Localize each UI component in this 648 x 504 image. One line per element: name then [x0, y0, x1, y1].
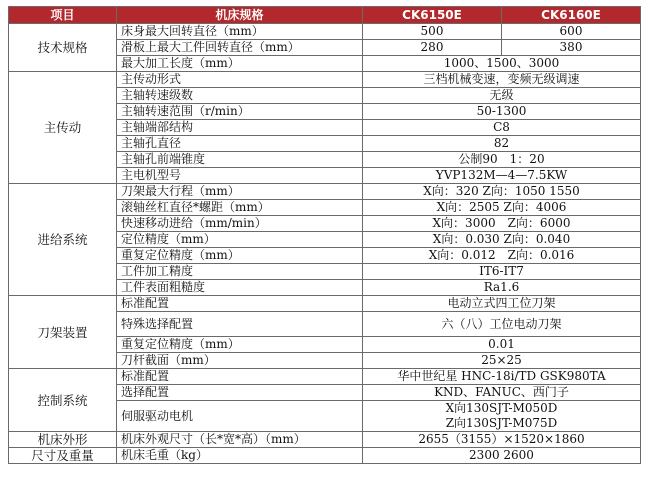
- spec-item-cell: 主轴孔直径: [117, 136, 363, 152]
- model-a-value-cell: 500: [363, 24, 502, 40]
- spec-item-cell: 标准配置: [117, 369, 363, 385]
- table-row: [9, 296, 641, 312]
- spec-item-cell: 最大加工长度（mm）: [117, 56, 363, 72]
- shared-value-cell: 华中世纪星 HNC-18i/TD GSK980TA: [363, 369, 641, 385]
- spec-item-cell: 伺服驱动电机: [117, 401, 363, 432]
- spec-item-cell: 工件表面粗糙度: [117, 280, 363, 296]
- shared-value-cell: 82: [363, 136, 641, 152]
- table-row: [9, 369, 641, 385]
- spec-item-cell: 快速移动进给（mm/min）: [117, 216, 363, 232]
- spec-table: [8, 6, 641, 464]
- spec-item-cell: 机床毛重（kg）: [117, 448, 363, 464]
- shared-value-cell: KND、FANUC、西门子: [363, 385, 641, 401]
- shared-value-cell: 电动立式四工位刀架: [363, 296, 641, 312]
- shared-value-cell: X向：2505 Z向：4006: [363, 200, 641, 216]
- table-row: [9, 24, 641, 40]
- spec-item-cell: 刀杆截面（mm）: [117, 353, 363, 369]
- shared-value-cell: [363, 401, 641, 432]
- model-b-value-cell: 600: [502, 24, 641, 40]
- shared-value-cell: 三档机械变速，变频无级调速: [363, 72, 641, 88]
- table-row: [9, 432, 641, 448]
- shared-value-cell: 25×25: [363, 353, 641, 369]
- shared-value-cell: X向：320 Z向：1050 1550: [363, 184, 641, 200]
- shared-value-cell: Ra1.6: [363, 280, 641, 296]
- shared-value-cell: 六（八）工位电动刀架: [363, 312, 641, 337]
- table-row: [9, 72, 641, 88]
- spec-item-cell: 主轴转速级数: [117, 88, 363, 104]
- spec-item-cell: 主轴转速范围（r/min）: [117, 104, 363, 120]
- shared-value-cell: C8: [363, 120, 641, 136]
- shared-value-cell: IT6-IT7: [363, 264, 641, 280]
- spec-item-cell: 定位精度（mm）: [117, 232, 363, 248]
- spec-table-body: [9, 24, 641, 464]
- table-row: [9, 448, 641, 464]
- table-header-row: [9, 7, 641, 24]
- header-model-a: CK6150E: [363, 7, 502, 24]
- spec-item-cell: 滚轴丝杠直径*螺距（mm）: [117, 200, 363, 216]
- spec-table-container: [8, 6, 640, 464]
- category-cell: 刀架装置: [9, 296, 117, 369]
- spec-item-cell: 标准配置: [117, 296, 363, 312]
- category-cell: 机床外形: [9, 432, 117, 448]
- spec-item-cell: 重复定位精度（mm）: [117, 337, 363, 353]
- model-b-value-cell: 380: [502, 40, 641, 56]
- header-spec: 机床规格: [117, 7, 363, 24]
- spec-item-cell: 床身最大回转直径（mm）: [117, 24, 363, 40]
- spec-item-cell: 主轴端部结构: [117, 120, 363, 136]
- spec-item-cell: 主电机型号: [117, 168, 363, 184]
- shared-value-cell: X向：0.030 Z向：0.040: [363, 232, 641, 248]
- spec-item-cell: 特殊选择配置: [117, 312, 363, 337]
- shared-value-cell: X向：3000 Z向：6000: [363, 216, 641, 232]
- spec-item-cell: 机床外观尺寸（长*宽*高）（mm）: [117, 432, 363, 448]
- spec-item-cell: 重复定位精度（mm）: [117, 248, 363, 264]
- category-cell: 进给系统: [9, 184, 117, 296]
- spec-item-cell: 滑板上最大工件回转直径（mm）: [117, 40, 363, 56]
- shared-value-cell: YVP132M—4—7.5KW: [363, 168, 641, 184]
- shared-value-cell: 50-1300: [363, 104, 641, 120]
- table-row: [9, 184, 641, 200]
- spec-item-cell: 选择配置: [117, 385, 363, 401]
- value-line: Z向130SJT-M075D: [445, 416, 558, 430]
- category-cell: 控制系统: [9, 369, 117, 432]
- shared-value-cell: 公制90 1：20: [363, 152, 641, 168]
- category-cell: 技术规格: [9, 24, 117, 72]
- spec-item-cell: 工件加工精度: [117, 264, 363, 280]
- category-cell: 尺寸及重量: [9, 448, 117, 464]
- shared-value-cell: 1000、1500、3000: [363, 56, 641, 72]
- header-model-b: CK6160E: [502, 7, 641, 24]
- shared-value-cell: 2300 2600: [363, 448, 641, 464]
- shared-value-cell: 无级: [363, 88, 641, 104]
- shared-value-cell: 0.01: [363, 337, 641, 353]
- spec-item-cell: 主传动形式: [117, 72, 363, 88]
- model-a-value-cell: 280: [363, 40, 502, 56]
- spec-item-cell: 主轴孔前端锥度: [117, 152, 363, 168]
- value-line: X向130SJT-M050D: [445, 401, 558, 415]
- shared-value-cell: 2655（3155）×1520×1860: [363, 432, 641, 448]
- spec-item-cell: 刀架最大行程（mm）: [117, 184, 363, 200]
- header-category: 项目: [9, 7, 117, 24]
- category-cell: 主传动: [9, 72, 117, 184]
- shared-value-cell: X向：0.012 Z向：0.016: [363, 248, 641, 264]
